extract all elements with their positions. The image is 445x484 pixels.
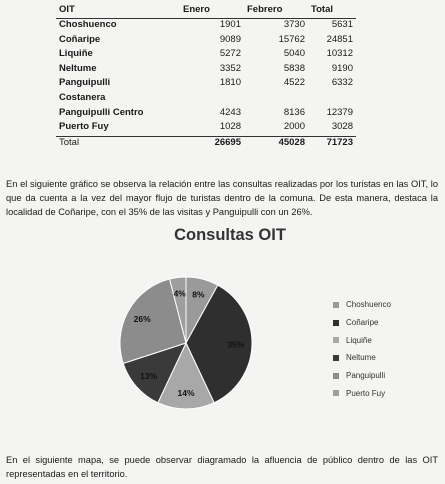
cell-enero — [180, 92, 244, 107]
cell-febrero: 45028 — [244, 136, 308, 151]
cell-enero: 5272 — [219, 48, 241, 60]
slice-label: 8% — [192, 289, 205, 300]
legend-label: Coñaripe — [346, 318, 379, 328]
cell-enero: 26695 — [180, 136, 244, 151]
legend-swatch — [333, 390, 339, 396]
slice-label: 13% — [139, 371, 158, 382]
table-row — [56, 34, 356, 49]
cell-febrero: 5838 — [283, 62, 305, 74]
cell-febrero: 3730 — [283, 19, 305, 30]
cell-febrero — [244, 92, 308, 107]
slice-label: 4% — [173, 288, 186, 299]
legend-label: Choshuenco — [346, 300, 391, 310]
legend-swatch — [333, 302, 339, 308]
cell-enero: 4243 — [219, 106, 241, 118]
legend-item — [333, 367, 391, 385]
cell-total: 9190 — [331, 62, 353, 74]
cell-name: Choshuenco — [59, 19, 117, 30]
slice-label: 26% — [133, 313, 151, 324]
legend-item — [333, 384, 391, 402]
oit-table — [56, 2, 356, 151]
cell-enero: 1028 — [219, 121, 241, 133]
cell-total: 71723 — [308, 136, 356, 151]
legend-label: Puerto Fuy — [346, 388, 386, 398]
cell-enero: 1810 — [219, 77, 241, 89]
table-row — [56, 19, 356, 34]
table-row — [56, 107, 356, 122]
legend-item — [333, 349, 391, 367]
legend-item — [333, 296, 391, 314]
cell-febrero: 5040 — [283, 48, 305, 60]
pie-chart — [100, 226, 430, 426]
chart-legend — [333, 296, 391, 402]
table-total-row — [56, 136, 356, 151]
header-total: Total — [308, 2, 356, 19]
cell-name: Coñaripe — [59, 33, 101, 45]
cell-febrero: 15762 — [278, 33, 305, 45]
table-row — [56, 63, 356, 78]
cell-febrero: 8136 — [283, 106, 305, 118]
cell-total: 5631 — [331, 19, 353, 30]
header-enero: Enero — [180, 2, 244, 19]
table-row — [56, 48, 356, 63]
cell-name: Panguipulli — [59, 77, 111, 89]
cell-name: Neltume — [59, 62, 97, 74]
cell-name: Puerto Fuy — [59, 121, 109, 133]
legend-label: Neltume — [346, 353, 376, 363]
cell-name: Total — [56, 136, 180, 151]
cell-name: Costanera — [59, 91, 106, 103]
legend-item — [333, 331, 391, 349]
table-row — [56, 77, 356, 92]
cell-total — [308, 92, 356, 107]
cell-total: 10312 — [326, 48, 353, 60]
cell-total: 12379 — [326, 106, 353, 118]
paragraph-map-intro: En el siguiente mapa, se puede observar diagramado la afluencia de público dentro de las OIT representadas en el territorio. — [6, 455, 438, 480]
cell-total: 3028 — [331, 121, 353, 133]
cell-total: 6332 — [331, 77, 353, 89]
legend-swatch — [333, 320, 339, 326]
legend-swatch — [333, 355, 339, 361]
legend-label: Liquiñe — [346, 335, 372, 345]
legend-swatch — [333, 373, 339, 379]
cell-enero: 3352 — [219, 62, 241, 74]
cell-febrero: 2000 — [283, 121, 305, 133]
pie-svg — [100, 226, 330, 426]
cell-febrero: 4522 — [283, 77, 305, 89]
table-row — [56, 121, 356, 136]
header-febrero: Febrero — [244, 2, 308, 19]
paragraph-chart-intro: En el siguiente gráfico se observa la relación entre las consultas realizadas por los turistas en las OIT, lo que da cuenta a la vez del mayor flujo de turistas dentro de la comuna. De esta manera, destaca la localidad de Coñaripe, con el 35% de las visitas y Panguipulli con un 26%. — [6, 179, 438, 218]
chart-title: Consultas OIT — [174, 226, 286, 244]
cell-enero: 1901 — [219, 19, 241, 30]
header-oit: OIT — [56, 2, 180, 19]
cell-enero: 9089 — [219, 33, 241, 45]
table-body — [56, 19, 356, 152]
legend-swatch — [333, 337, 339, 343]
slice-label: 35% — [227, 339, 245, 350]
legend-item — [333, 314, 391, 332]
cell-total: 24851 — [326, 33, 353, 45]
table-row — [56, 92, 356, 107]
slice-label: 14% — [177, 388, 195, 398]
cell-name: Panguipulli Centro — [59, 106, 144, 118]
legend-label: Panguipulli — [346, 371, 386, 381]
cell-name: Liquiñe — [59, 48, 93, 60]
table-header-row — [56, 2, 356, 19]
